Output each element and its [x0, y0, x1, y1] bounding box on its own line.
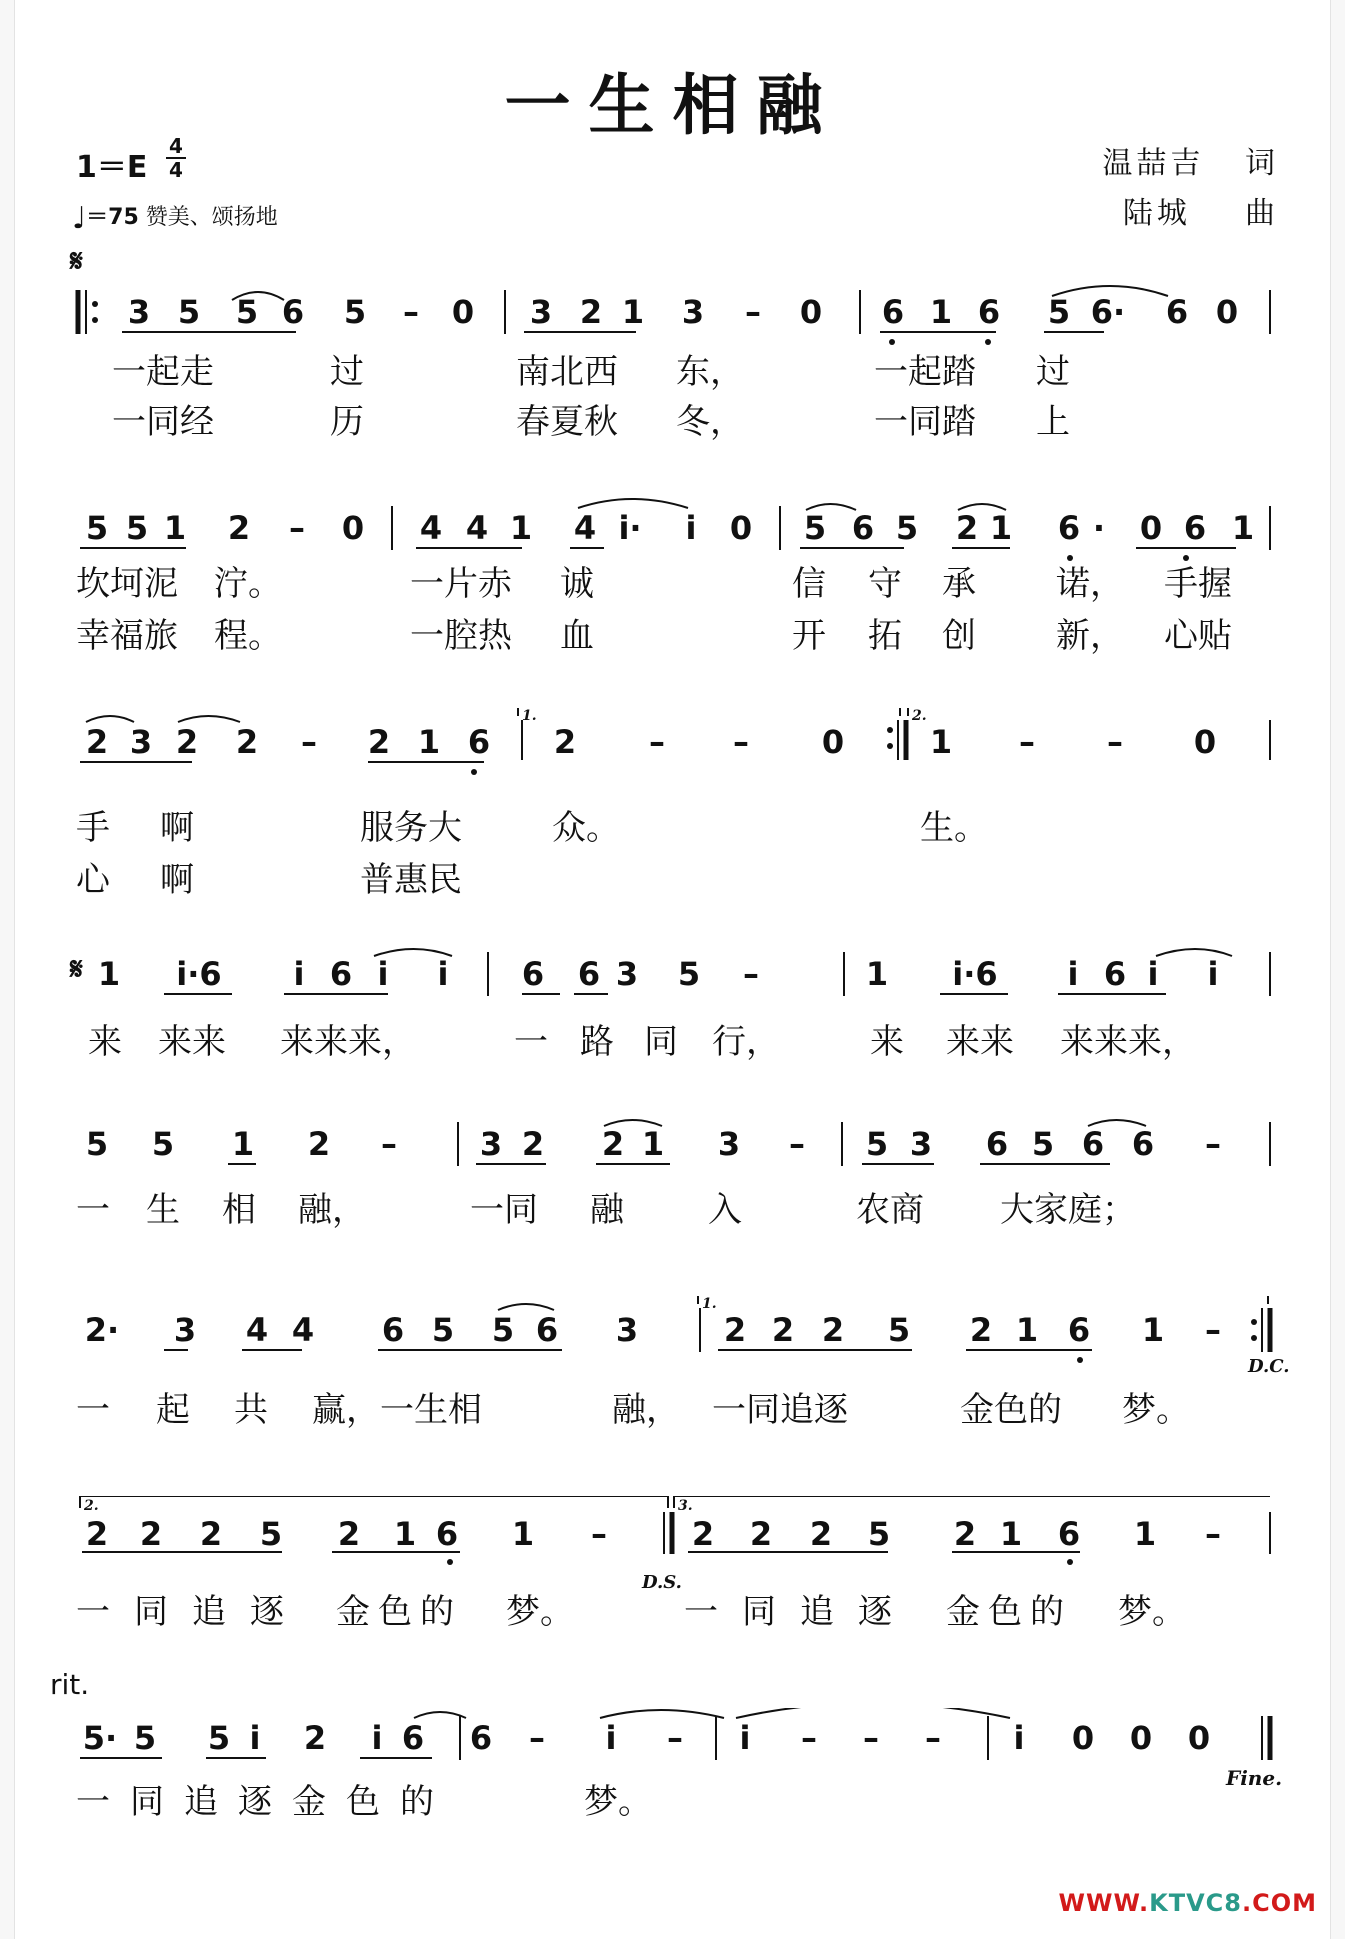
note: 6: [435, 1515, 459, 1553]
lyric-word: 春夏秋: [516, 402, 618, 442]
lyric-word: 共: [234, 1390, 268, 1430]
staff-line-7: [0, 1496, 1345, 1593]
lyric-word: 生。: [920, 808, 988, 848]
lyric-word: 一腔热: [410, 616, 512, 656]
lyric-word: 泞。: [214, 564, 282, 604]
lyric-word: 来来: [158, 1022, 226, 1062]
lyric-word: 一片赤: [410, 564, 512, 604]
lyric-word: 信: [792, 564, 826, 604]
note: 5·: [82, 1719, 118, 1757]
notes-3: [78, 722, 1279, 772]
lyric-word: 梦。: [584, 1782, 652, 1822]
note: 1: [1141, 1311, 1165, 1349]
lyric-word: 融，: [612, 1390, 680, 1430]
note: 6: [281, 293, 305, 331]
lyric-word: 一起走: [112, 352, 214, 392]
note: 5: [431, 1311, 455, 1349]
lyric-word: 南北西: [516, 352, 618, 392]
note: –: [1205, 1125, 1221, 1163]
dc-mark: D.C.: [1248, 1356, 1290, 1377]
lyric-word: 金色的: [946, 1592, 1072, 1632]
note: 6: [985, 1125, 1009, 1163]
lyric-word: 一: [76, 1190, 110, 1230]
note: 6: [881, 293, 905, 331]
staff-line-6: [0, 1296, 1345, 1377]
note: 1: [641, 1125, 665, 1163]
note: 5: [343, 293, 367, 331]
note: i: [1147, 955, 1159, 993]
lyric-word: 手: [76, 808, 110, 848]
note: 3: [173, 1311, 197, 1349]
note: –: [863, 1719, 879, 1757]
fine-mark: Fine.: [1226, 1766, 1283, 1790]
note: 6: [521, 955, 545, 993]
segno-mark: 𝄋: [70, 952, 83, 987]
note: 1: [1133, 1515, 1157, 1553]
lyric-word: 上: [1036, 402, 1070, 442]
note: 6: [329, 955, 353, 993]
note: 5: [491, 1311, 515, 1349]
note: i: [739, 1719, 751, 1757]
note: 5: [235, 293, 259, 331]
staff-line-3: [0, 708, 1345, 778]
note: –: [1205, 1311, 1221, 1349]
note: 0: [1187, 1719, 1211, 1757]
note: –: [745, 293, 761, 331]
time-signature: 4 4: [166, 136, 186, 180]
lyric-word: 诺，: [1056, 564, 1124, 604]
note: 1: [393, 1515, 417, 1553]
note: 5: [85, 1125, 109, 1163]
note: 1: [999, 1515, 1023, 1553]
note: i: [371, 1719, 383, 1757]
note: 3: [129, 723, 153, 761]
lyric-word: 融: [590, 1190, 624, 1230]
note: 6: [1057, 509, 1081, 547]
lyric-word: 过: [1036, 352, 1070, 392]
lyric-word: 起: [156, 1390, 190, 1430]
note: 6: [1067, 1311, 1091, 1349]
note: 4: [573, 509, 597, 547]
note: 1: [929, 293, 953, 331]
note: –: [667, 1719, 683, 1757]
staff-line-2: [0, 498, 1345, 568]
note: 2: [969, 1311, 993, 1349]
note: 2: [955, 509, 979, 547]
note: 4: [465, 509, 489, 547]
note: 2: [337, 1515, 361, 1553]
staff-line-5: [0, 1114, 1345, 1184]
volta-1-label: 1.: [702, 1296, 717, 1312]
lyric-word: 来: [88, 1022, 122, 1062]
note: i: [377, 955, 389, 993]
note: 1: [621, 293, 645, 331]
note: 2: [367, 723, 391, 761]
note: 1: [1015, 1311, 1039, 1349]
lyric-word: 农商: [856, 1190, 924, 1230]
note: 1: [163, 509, 187, 547]
note: 3: [479, 1125, 503, 1163]
note: i: [249, 1719, 261, 1757]
lyric-word: 一同追逐: [76, 1592, 308, 1632]
note: 6: [1165, 293, 1189, 331]
note: 0: [1071, 1719, 1095, 1757]
note: –: [529, 1719, 545, 1757]
note: 0: [451, 293, 475, 331]
lyric-word: 一起踏: [874, 352, 976, 392]
lyric-word: 赢，一生相: [312, 1390, 482, 1430]
lyric-word: 一同追逐: [712, 1390, 848, 1430]
lyric-word: 服务大: [360, 808, 462, 848]
note: 6·: [1090, 293, 1126, 331]
note: 5: [207, 1719, 231, 1757]
lyric-word: 坎坷泥: [76, 564, 178, 604]
note: i·6: [952, 955, 998, 993]
note: 6: [1081, 1125, 1105, 1163]
note: –: [403, 293, 419, 331]
lyric-word: 诚: [560, 564, 594, 604]
lyric-word: 手握: [1164, 564, 1232, 604]
lyric-word: 一: [514, 1022, 548, 1062]
note: 6: [401, 1719, 425, 1757]
tempo-marking: ♩＝75 赞美、颂扬地: [72, 201, 278, 236]
note: 2: [303, 1719, 327, 1757]
note: 5: [177, 293, 201, 331]
notes-2: [78, 508, 1279, 558]
lyric-word: 拓: [868, 616, 902, 656]
lyric-word: 一同: [470, 1190, 538, 1230]
key-signature: 1＝E: [76, 150, 148, 185]
notes-4: [78, 954, 1279, 1004]
note: 2: [199, 1515, 223, 1553]
note: 1: [417, 723, 441, 761]
lyric-word: 心: [76, 860, 110, 900]
lyric-word: 路: [580, 1022, 614, 1062]
lyric-word: 一同追逐金色的: [76, 1782, 454, 1822]
note: 2: [85, 1515, 109, 1553]
lyric-word: 一: [76, 1390, 110, 1430]
note: i: [605, 1719, 617, 1757]
note: 0: [1215, 293, 1239, 331]
volta-2-label: 2.: [84, 1498, 99, 1514]
note: 5: [803, 509, 827, 547]
lyric-word: 承: [942, 564, 976, 604]
staff-line-4: [0, 944, 1345, 1014]
lyric-word: 来来: [946, 1022, 1014, 1062]
note: 2: [601, 1125, 625, 1163]
note: –: [649, 723, 665, 761]
note: 4: [245, 1311, 269, 1349]
note: –: [743, 955, 759, 993]
note: –: [1019, 723, 1035, 761]
note: 4: [419, 509, 443, 547]
note: i: [1067, 955, 1079, 993]
note: 2: [771, 1311, 795, 1349]
note: –: [789, 1125, 805, 1163]
note: 6: [1183, 509, 1207, 547]
note: 3: [909, 1125, 933, 1163]
lyric-word: 来来来，: [280, 1022, 416, 1062]
note: i: [437, 955, 449, 993]
note: –: [1205, 1515, 1221, 1553]
note: 0: [1129, 1719, 1153, 1757]
quarter-note-icon: ♩: [72, 201, 87, 236]
note: 2: [521, 1125, 545, 1163]
lyric-word: 东，: [676, 352, 744, 392]
note: 6: [577, 955, 601, 993]
note: 1: [509, 509, 533, 547]
note: 1: [231, 1125, 255, 1163]
lyric-word: 金色的: [960, 1390, 1062, 1430]
note: 2: [749, 1515, 773, 1553]
note: –: [925, 1719, 941, 1757]
note: 6: [851, 509, 875, 547]
lyric-word: 一同经: [112, 402, 214, 442]
lyric-word: 梦。: [1122, 1390, 1190, 1430]
note: 2: [691, 1515, 715, 1553]
note: 2: [227, 509, 251, 547]
lyric-word: 梦。: [506, 1592, 574, 1632]
note: 0: [1193, 723, 1217, 761]
note: 1: [989, 509, 1013, 547]
lyric-word: 血: [560, 616, 594, 656]
note: 5: [133, 1719, 157, 1757]
note: 2: [235, 723, 259, 761]
note: 3: [127, 293, 151, 331]
lyric-word: 程。: [214, 616, 282, 656]
note: –: [301, 723, 317, 761]
note: –: [289, 509, 305, 547]
note: 5: [85, 509, 109, 547]
note: 5: [677, 955, 701, 993]
note: 1: [929, 723, 953, 761]
note: 6: [381, 1311, 405, 1349]
lyric-word: 梦。: [1118, 1592, 1186, 1632]
lyric-word: 历: [330, 402, 364, 442]
note: i: [685, 509, 697, 547]
note: 3: [615, 1311, 639, 1349]
note: 5: [125, 509, 149, 547]
site-watermark[interactable]: WWW.KTVC8.COM: [1058, 1889, 1317, 1917]
note: 3: [615, 955, 639, 993]
lyric-word: 啊: [160, 860, 194, 900]
note: ·: [1092, 509, 1106, 547]
lyric-word: 普惠民: [360, 860, 462, 900]
note: 2: [553, 723, 577, 761]
note: –: [1107, 723, 1123, 761]
note: 2: [821, 1311, 845, 1349]
staff-line-8: [0, 1708, 1345, 1778]
note: 5: [887, 1311, 911, 1349]
lyric-word: 一同踏: [874, 402, 976, 442]
note: –: [381, 1125, 397, 1163]
lyric-word: 同: [644, 1022, 678, 1062]
note: 6: [977, 293, 1001, 331]
note: i: [1207, 955, 1219, 993]
notes-1: [78, 292, 1279, 342]
note: 6: [469, 1719, 493, 1757]
note: i·: [618, 509, 642, 547]
note: 5: [865, 1125, 889, 1163]
note: 6: [1131, 1125, 1155, 1163]
notes-6: [78, 1310, 1279, 1360]
note: 2·: [84, 1311, 120, 1349]
note: –: [801, 1719, 817, 1757]
note: 6: [1103, 955, 1127, 993]
note: 3: [529, 293, 553, 331]
note: 5: [1031, 1125, 1055, 1163]
note: 0: [821, 723, 845, 761]
note: 2: [809, 1515, 833, 1553]
note: 5: [1047, 293, 1071, 331]
note: 0: [729, 509, 753, 547]
note: 0: [1139, 509, 1163, 547]
lyric-word: 大家庭；: [1000, 1190, 1136, 1230]
notes-5: [78, 1124, 1279, 1174]
ds-mark: D.S.: [642, 1572, 682, 1593]
note: 6: [535, 1311, 559, 1349]
lyric-word: 新，: [1056, 616, 1124, 656]
volta-2-label: 2.: [912, 708, 927, 724]
notes-8: [78, 1718, 1279, 1768]
lyric-word: 众。: [552, 808, 620, 848]
note: 1: [97, 955, 121, 993]
note: 3: [681, 293, 705, 331]
lyric-word: 幸福旅: [76, 616, 178, 656]
lyricist-credit: 温喆吉 词: [1102, 146, 1279, 181]
mood-text: 赞美、颂扬地: [145, 205, 278, 230]
note: 5: [151, 1125, 175, 1163]
notes-7: [78, 1514, 1279, 1564]
note: –: [733, 723, 749, 761]
lyric-word: 生: [146, 1190, 180, 1230]
note: 2: [175, 723, 199, 761]
note: 1: [865, 955, 889, 993]
note: 2: [85, 723, 109, 761]
rit-marking: rit.: [50, 1668, 90, 1701]
lyric-word: 过: [330, 352, 364, 392]
lyric-word: 融，: [298, 1190, 366, 1230]
volta-3-label: 3.: [678, 1498, 693, 1514]
lyric-word: 来来来，: [1060, 1022, 1196, 1062]
lyric-word: 一同追逐: [684, 1592, 916, 1632]
note: 3: [717, 1125, 741, 1163]
note: –: [591, 1515, 607, 1553]
note: 1: [511, 1515, 535, 1553]
note: 2: [139, 1515, 163, 1553]
composer-credit: 陆城 曲: [1122, 196, 1279, 231]
lyric-word: 行，: [712, 1022, 780, 1062]
segno-mark: 𝄋: [70, 244, 83, 279]
note: i: [1013, 1719, 1025, 1757]
note: i: [293, 955, 305, 993]
note: 1: [1231, 509, 1255, 547]
note: 2: [723, 1311, 747, 1349]
note: 5: [259, 1515, 283, 1553]
volta-1-label: 1.: [522, 708, 537, 724]
note: 6: [1057, 1515, 1081, 1553]
lyric-word: 啊: [160, 808, 194, 848]
lyric-word: 相: [222, 1190, 256, 1230]
lyric-word: 守: [868, 564, 902, 604]
note: 0: [799, 293, 823, 331]
lyric-word: 金色的: [336, 1592, 462, 1632]
song-title: 一生相融: [504, 66, 841, 144]
note: i·6: [176, 955, 222, 993]
lyric-word: 冬，: [676, 402, 744, 442]
lyric-word: 开: [792, 616, 826, 656]
lyric-word: 心贴: [1164, 616, 1232, 656]
lyric-word: 创: [942, 616, 976, 656]
note: 4: [291, 1311, 315, 1349]
note: 2: [953, 1515, 977, 1553]
note: 2: [579, 293, 603, 331]
note: 0: [341, 509, 365, 547]
staff-line-1: [0, 282, 1345, 352]
lyric-word: 来: [870, 1022, 904, 1062]
note: 2: [307, 1125, 331, 1163]
note: 5: [867, 1515, 891, 1553]
note: 5: [895, 509, 919, 547]
note: 6: [467, 723, 491, 761]
lyric-word: 入: [708, 1190, 742, 1230]
